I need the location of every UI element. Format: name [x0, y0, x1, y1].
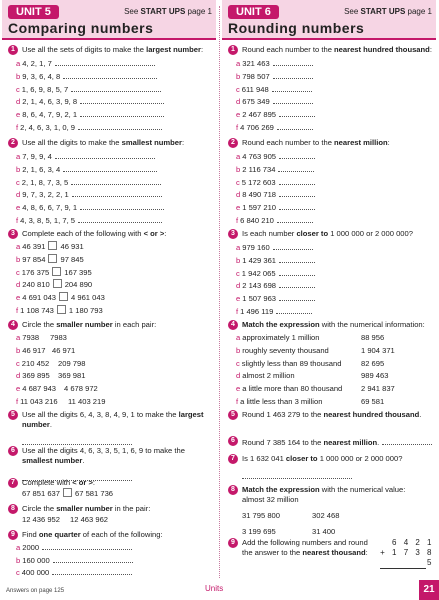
l-question-3: 3 Complete each of the following with < or >: a 46 391 46 931 b 97 854 97 845 c 176 375 167 395 d 240 810 204 890 e 4 691 043 4 961 043 f 1 108 743 1 180 793 [8, 229, 214, 318]
list-item: a 7, 9, 9, 4 [16, 150, 214, 163]
list-item: f 1 496 119 [236, 305, 434, 318]
list-item: e 8, 6, 4, 7, 9, 2, 1 [16, 108, 214, 121]
answer-box[interactable] [53, 279, 62, 288]
unit-5-header [2, 0, 216, 40]
list-item: e 1 597 210 [236, 201, 434, 214]
list-item: d 2 143 698 [236, 279, 434, 292]
list-item: b 1 429 361 [236, 254, 434, 267]
list-item: b 9, 3, 6, 4, 8 [16, 70, 214, 83]
column-divider [219, 6, 220, 578]
list-item: a 4 763 905 [236, 150, 434, 163]
list-item: f 4 706 269 [236, 121, 434, 134]
list-item: d 8 490 718 [236, 188, 434, 201]
list-item: e 1 507 963 [236, 292, 434, 305]
list-item: 3 199 695 31 400 [242, 526, 336, 536]
list-item: e 2 467 895 [236, 108, 434, 121]
answer-line[interactable] [22, 436, 132, 445]
r-question-7: 7 Is 1 632 041 closer to 1 000 000 or 2 000 000? [228, 454, 434, 479]
r-question-6: 6 Round 7 385 164 to the nearest million. [228, 436, 434, 448]
unit-5-title: Comparing numbers [8, 20, 154, 36]
l-question-2: 2 Use all the digits to make the smallest number: a 7, 9, 9, 4 b 2, 1, 6, 3, 4 c 2, 1, 8, 7, 3, 5 d 9, 7, 3, 2, 2, 1 e 4, 8, 6, 6, 7, 9, 1 f 4, 3, 8, 5, 1, 7, 5 [8, 138, 214, 227]
sum-answer-line[interactable] [380, 568, 426, 575]
unit-6-badge: UNIT 6 [228, 5, 279, 19]
list-item: e 4 687 943 4 678 972 [16, 384, 98, 394]
list-item: c 5 172 603 [236, 176, 434, 189]
answer-line[interactable] [382, 436, 432, 445]
answer-line[interactable] [242, 470, 352, 479]
l-question-4: 4 Circle the smaller number in each pair: a 7938 7983 b 46 917 46 971 c 210 452 209 798 d 369 895 369 981 e 4 687 943 4 678 972 f 11 043 216 11 403 219 [8, 320, 214, 409]
list-item: c slightly less than 89 thousand 82 695 [236, 358, 385, 368]
list-item: b 2, 1, 6, 3, 4 [16, 163, 214, 176]
r-question-5: 5 Round 1 463 279 to the nearest hundred thousand. [228, 410, 434, 420]
list-item: a 2000 [16, 541, 214, 554]
list-item: d almost 2 million 989 463 [236, 371, 389, 381]
list-item: 31 795 800 302 468 [242, 511, 340, 520]
list-item: c 400 000 [16, 566, 214, 579]
list-item: 67 851 637 67 581 736 [22, 489, 114, 498]
answers-note: Answers on page 125 [6, 588, 65, 594]
l-question-5: 5 Use all the digits 6, 4, 3, 8, 4, 9, 1 to make the largest number. [8, 410, 214, 445]
list-item: a 7938 7983 [16, 333, 67, 342]
see-start-ups: See START UPS page 1 [344, 7, 432, 16]
list-item: d 2, 1, 4, 6, 3, 9, 8 [16, 95, 214, 108]
list-item: e 4, 8, 6, 6, 7, 9, 1 [16, 201, 214, 214]
list-item: b 2 116 734 [236, 163, 434, 176]
list-item: d 9, 7, 3, 2, 2, 1 [16, 188, 214, 201]
list-item: f a little less than 3 million 69 581 [236, 396, 385, 406]
l-question-6: 6 Use all the digits 4, 6, 3, 3, 5, 1, 6, 9 to make the smallest number. [8, 446, 214, 481]
list-item: c 1, 6, 9, 8, 5, 7 [16, 83, 214, 96]
list-item: a 46 391 46 931 [16, 242, 84, 251]
r-question-3: 3 Is each number closer to 1 000 000 or 2 000 000? a 979 160 b 1 429 361 c 1 942 065 d 2 143 698 e 1 507 963 f 1 496 119 [228, 229, 434, 318]
r-question-4: 4 Match the expression with the numerical information: a approximately 1 million 88 956 b roughly seventy thousand 1 904 371 c slightly less than 89 thousand 82 695 d almost 2 million 989 463 e a little more than 80 thousand 2 941 837 f a little less than 3 million 69 581 [228, 320, 434, 409]
see-start-ups: See START UPS page 1 [124, 7, 212, 16]
footer-section-label: Units [205, 584, 224, 593]
list-item: a approximately 1 million 88 956 [236, 333, 385, 342]
unit-6-title: Rounding numbers [228, 20, 365, 36]
list-item: c 1 942 065 [236, 267, 434, 280]
list-item: f 4, 3, 8, 5, 1, 7, 5 [16, 214, 214, 227]
list-item: b 798 507 [236, 70, 434, 83]
list-item: a 321 463 [236, 57, 434, 70]
r-question-1: 1 Round each number to the nearest hundred thousand: a 321 463 b 798 507 c 611 948 d 675 349 e 2 467 895 f 4 706 269 [228, 45, 434, 134]
l-question-7: 7 Complete with < or >: 67 851 637 67 581 736 [8, 478, 214, 501]
list-item: c 611 948 [236, 83, 434, 96]
list-item: a 979 160 [236, 241, 434, 254]
l-question-9: 9 Find one quarter of each of the following: a 2000 b 160 000 c 400 000 [8, 530, 214, 579]
list-item: b roughly seventy thousand 1 904 371 [236, 345, 395, 355]
page-footer [0, 580, 439, 600]
r-question-9: 9 Add the following numbers and round the answer to the nearest thousand: 6 4 2 1 + 1 7 3 8 5 [228, 538, 434, 558]
list-item: f 11 043 216 11 403 219 [16, 396, 106, 406]
answer-box[interactable] [59, 292, 68, 301]
unit-6-column [222, 0, 436, 567]
answer-box[interactable] [48, 241, 57, 250]
answer-box[interactable] [52, 267, 61, 276]
addition-sum: 6 4 2 1 + 1 7 3 8 5 [380, 538, 434, 575]
unit-5-column [2, 0, 216, 577]
list-item: f 6 840 210 [236, 214, 434, 227]
unit-5-badge: UNIT 5 [8, 5, 59, 19]
list-item: b 97 854 97 845 [16, 254, 84, 264]
list-item: f 2, 4, 6, 3, 1, 0, 9 [16, 121, 214, 134]
l-question-8: 8 Circle the smaller number in the pair: 12 436 952 12 463 962 [8, 504, 214, 527]
list-item: d 240 810 204 890 [16, 280, 93, 290]
r-question-8: 8 Match the expression with the numerical value: almost 32 million 31 795 800 302 468 3 199 695 31 400 [228, 485, 434, 539]
page-number: 21 [419, 580, 439, 600]
list-item: b 160 000 [16, 554, 214, 567]
list-item: a 4, 2, 1, 7 [16, 57, 214, 70]
list-item: c 2, 1, 8, 7, 3, 5 [16, 176, 214, 189]
answer-box[interactable] [48, 254, 57, 263]
list-item: b 46 917 46 971 [16, 345, 76, 355]
answer-box[interactable] [57, 305, 66, 314]
answer-box[interactable] [63, 488, 72, 497]
unit-6-header [222, 0, 436, 40]
list-item: 12 436 952 12 463 962 [22, 515, 109, 524]
list-item: d 369 895 369 981 [16, 371, 86, 381]
list-item: c 210 452 209 798 [16, 358, 86, 368]
r-question-2: 2 Round each number to the nearest million: a 4 763 905 b 2 116 734 c 5 172 603 d 8 490 718 e 1 597 210 f 6 840 210 [228, 138, 434, 227]
list-item: f 1 108 743 1 180 793 [16, 305, 103, 315]
l-question-1: 1 Use all the sets of digits to make the largest number: a 4, 2, 1, 7 b 9, 3, 6, 4, 8 c 1, 6, 9, 8, 5, 7 d 2, 1, 4, 6, 3, 9, 8 e 8, 6, 4, 7, 9, 2, 1 f 2, 4, 6, 3, 1, 0, 9 [8, 45, 214, 134]
list-item: c 176 375 167 395 [16, 267, 92, 277]
list-item: e 4 691 043 4 961 043 [16, 293, 105, 303]
list-item: e a little more than 80 thousand 2 941 837 [236, 384, 395, 394]
list-item: d 675 349 [236, 95, 434, 108]
